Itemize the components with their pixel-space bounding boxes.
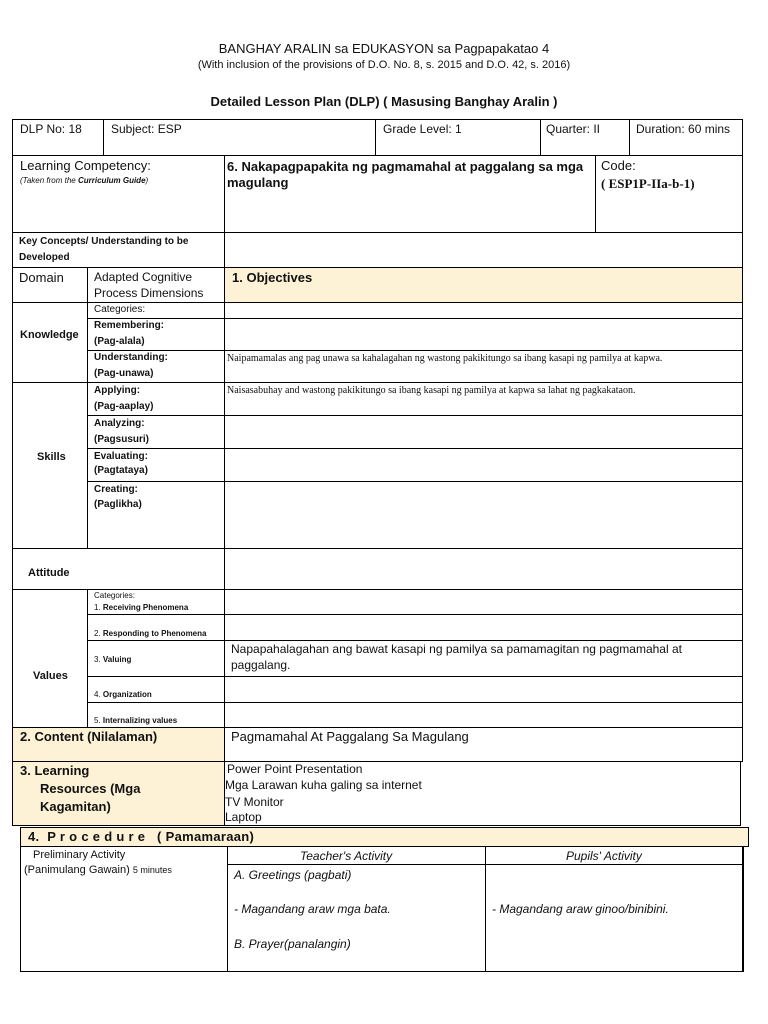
procedure-title: 4. P r o c e d u r e ( Pamamaraan) bbox=[28, 829, 255, 844]
resource-item: TV Monitor bbox=[225, 795, 284, 809]
dlp-number: DLP No: 18 bbox=[20, 122, 82, 136]
creating-label: Creating: bbox=[94, 484, 138, 495]
skills-label: Skills bbox=[37, 451, 66, 463]
teacher-activity-header: Teacher's Activity bbox=[300, 849, 393, 863]
adapted-dimensions-label: Adapted Cognitive Process Dimensions bbox=[94, 270, 204, 300]
attitude-row bbox=[12, 548, 743, 590]
valuing-objective: Napapahalagahan ang bawat kasapi ng pamilya sa pamamagitan ng pagmamahal at paggalang. bbox=[231, 642, 682, 672]
values-category-3: 3. Valuing bbox=[94, 655, 132, 664]
attitude-label: Attitude bbox=[28, 567, 70, 579]
competency-text: 6. Nakapagpapakita ng pagmamahal at paggalang sa mga magulang bbox=[227, 159, 584, 190]
evaluating-label: Evaluating: bbox=[94, 451, 148, 462]
resource-item: Power Point Presentation bbox=[227, 762, 363, 776]
resources-label-2: Resources (Mga bbox=[40, 781, 141, 796]
values-categories: Categories: bbox=[94, 591, 135, 600]
analyzing-tl: (Pagsusuri) bbox=[94, 434, 150, 445]
domain-label: Domain bbox=[19, 270, 64, 285]
pupils-activity-header: Pupils' Activity bbox=[566, 849, 642, 863]
content-label: 2. Content (Nilalaman) bbox=[20, 729, 158, 744]
duration: Duration: 60 mins bbox=[636, 122, 731, 136]
teacher-step-greetings: A. Greetings (pagbati) bbox=[234, 868, 352, 882]
values-category-1: 1. Receiving Phenomena bbox=[94, 603, 189, 612]
values-category-4: 4. Organization bbox=[94, 690, 152, 699]
values-category-5: 5. Internalizing values bbox=[94, 716, 178, 725]
applying-label: Applying: bbox=[94, 385, 141, 396]
competency-note: (Taken from the Curriculum Guide) bbox=[20, 176, 149, 185]
dlp-title: Detailed Lesson Plan (DLP) ( Masusing Banghay Aralin ) bbox=[210, 94, 558, 109]
key-concepts-label: Key Concepts/ Understanding to be Developed bbox=[19, 236, 189, 263]
values-label: Values bbox=[33, 670, 68, 682]
pupils-response-greeting: - Magandang araw ginoo/binibini. bbox=[492, 902, 669, 916]
understanding-objective: Naipamamalas ang pag unawa sa kahalagahan ng wastong pakikitungo sa ibang kasapi ng pamilya at kapwa. bbox=[227, 353, 663, 364]
applying-objective: Naisasabuhay and wastong pakikitungo sa ibang kasapi ng pamilya at kapwa sa lahat ng pagkakataon. bbox=[227, 385, 636, 396]
evaluating-tl: (Pagtataya) bbox=[94, 465, 148, 476]
resource-item: Laptop bbox=[225, 810, 262, 824]
knowledge-categories: Categories: bbox=[94, 304, 146, 315]
competency-code: ( ESP1P-IIa-b-1) bbox=[601, 176, 695, 191]
creating-tl: (Paglikha) bbox=[94, 499, 142, 510]
quarter: Quarter: II bbox=[546, 122, 601, 136]
subject: Subject: ESP bbox=[111, 122, 182, 136]
preliminary-activity: Preliminary Activity bbox=[33, 849, 126, 861]
remembering-tl: (Pag-alala) bbox=[94, 336, 145, 347]
competency-label: Learning Competency: bbox=[20, 158, 151, 173]
objectives-label: 1. Objectives bbox=[232, 270, 313, 285]
values-category-2: 2. Responding to Phenomena bbox=[94, 629, 207, 638]
preliminary-activity-tl: (Panimulang Gawain) 5 minutes bbox=[24, 864, 172, 876]
document-title: BANGHAY ARALIN sa EDUKASYON sa Pagpapakatao 4 bbox=[218, 41, 550, 56]
content-text: Pagmamahal At Paggalang Sa Magulang bbox=[231, 729, 469, 744]
understanding-tl: (Pag-unawa) bbox=[94, 368, 154, 379]
understanding-label: Understanding: bbox=[94, 352, 168, 363]
knowledge-label: Knowledge bbox=[20, 329, 79, 341]
analyzing-label: Analyzing: bbox=[94, 418, 145, 429]
teacher-step-prayer: B. Prayer(panalangin) bbox=[234, 937, 351, 951]
grade-level: Grade Level: 1 bbox=[383, 122, 462, 136]
resource-item: Mga Larawan kuha galing sa internet bbox=[225, 778, 422, 792]
teacher-step-greeting-line: - Magandang araw mga bata. bbox=[234, 902, 391, 916]
code-label: Code: bbox=[601, 158, 636, 173]
applying-tl: (Pag-aaplay) bbox=[94, 401, 154, 412]
remembering-label: Remembering: bbox=[94, 320, 165, 331]
resources-label-3: Kagamitan) bbox=[40, 799, 111, 814]
document-subtitle: (With inclusion of the provisions of D.O. No. 8, s. 2015 and D.O. 42, s. 2016) bbox=[197, 59, 571, 71]
resources-label-1: 3. Learning bbox=[20, 763, 90, 778]
